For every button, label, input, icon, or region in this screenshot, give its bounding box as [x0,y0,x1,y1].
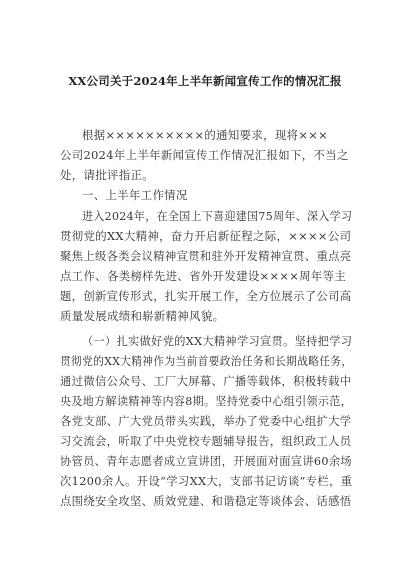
document-title: XX公司关于2024年上半年新闻宣传工作的情况汇报 [68,74,342,88]
subsection-heading: （一）扎实做好党的XX大精神学习宣贯。坚持把学习 [82,334,353,348]
paragraph-line: 公司2024年上半年新闻宣传工作情况汇报如下，不当之 [60,148,349,162]
paragraph-line: 聚焦上级各类会议精神宣贯和驻外开发精神宣贯、重点亮 [60,249,352,263]
paragraph-line: 习交流会，听取了中央党校专题辅导报告，组织政工人员 [60,434,352,448]
paragraph-line: 贯彻党的XX大精神，奋力开启新征程之际，××××公司 [60,229,352,243]
paragraph-line: 点围绕安全攻坚、质效党建、和谐稳定等谈体会、话感悟 [60,494,352,508]
paragraph-line: 贯彻党的XX大精神作为当前首要政治任务和长期战略任务， [60,354,353,368]
paragraph-line: 通过微信公众号、工厂大屏幕、广播等载体，积极转载中 [60,374,352,388]
paragraph-line: 进入2024年，在全国上下喜迎建国75周年、深入学习 [82,209,353,223]
paragraph-line: 点工作、各类榜样先进、省外开发建设××××周年等主 [60,269,347,283]
paragraph-line: 质量发展成绩和崭新精神风貌。 [60,309,225,323]
paragraph-line: 根据××××××××××的通知要求，现将××× [82,128,329,142]
paragraph-line: 各党支部、广大党员带头实践，举办了党委中心组扩大学 [60,414,352,428]
paragraph-line: 央及地方解读精神等内容8期。坚持党委中心组引领示范， [60,394,353,408]
paragraph-line: 次1200余人。开设“学习XX大，支部书记访谈”专栏，重 [60,474,353,488]
section-heading: 一、上半年工作情况 [82,188,188,202]
paragraph-line: 题，创新宣传形式，扎实开展工作，全方位展示了公司高 [60,289,352,303]
paragraph-line: 协管员、青年志愿者成立宣讲团，开展面对面宣讲60余场 [60,454,352,468]
paragraph-line: 处，请批评指正。 [60,168,154,182]
